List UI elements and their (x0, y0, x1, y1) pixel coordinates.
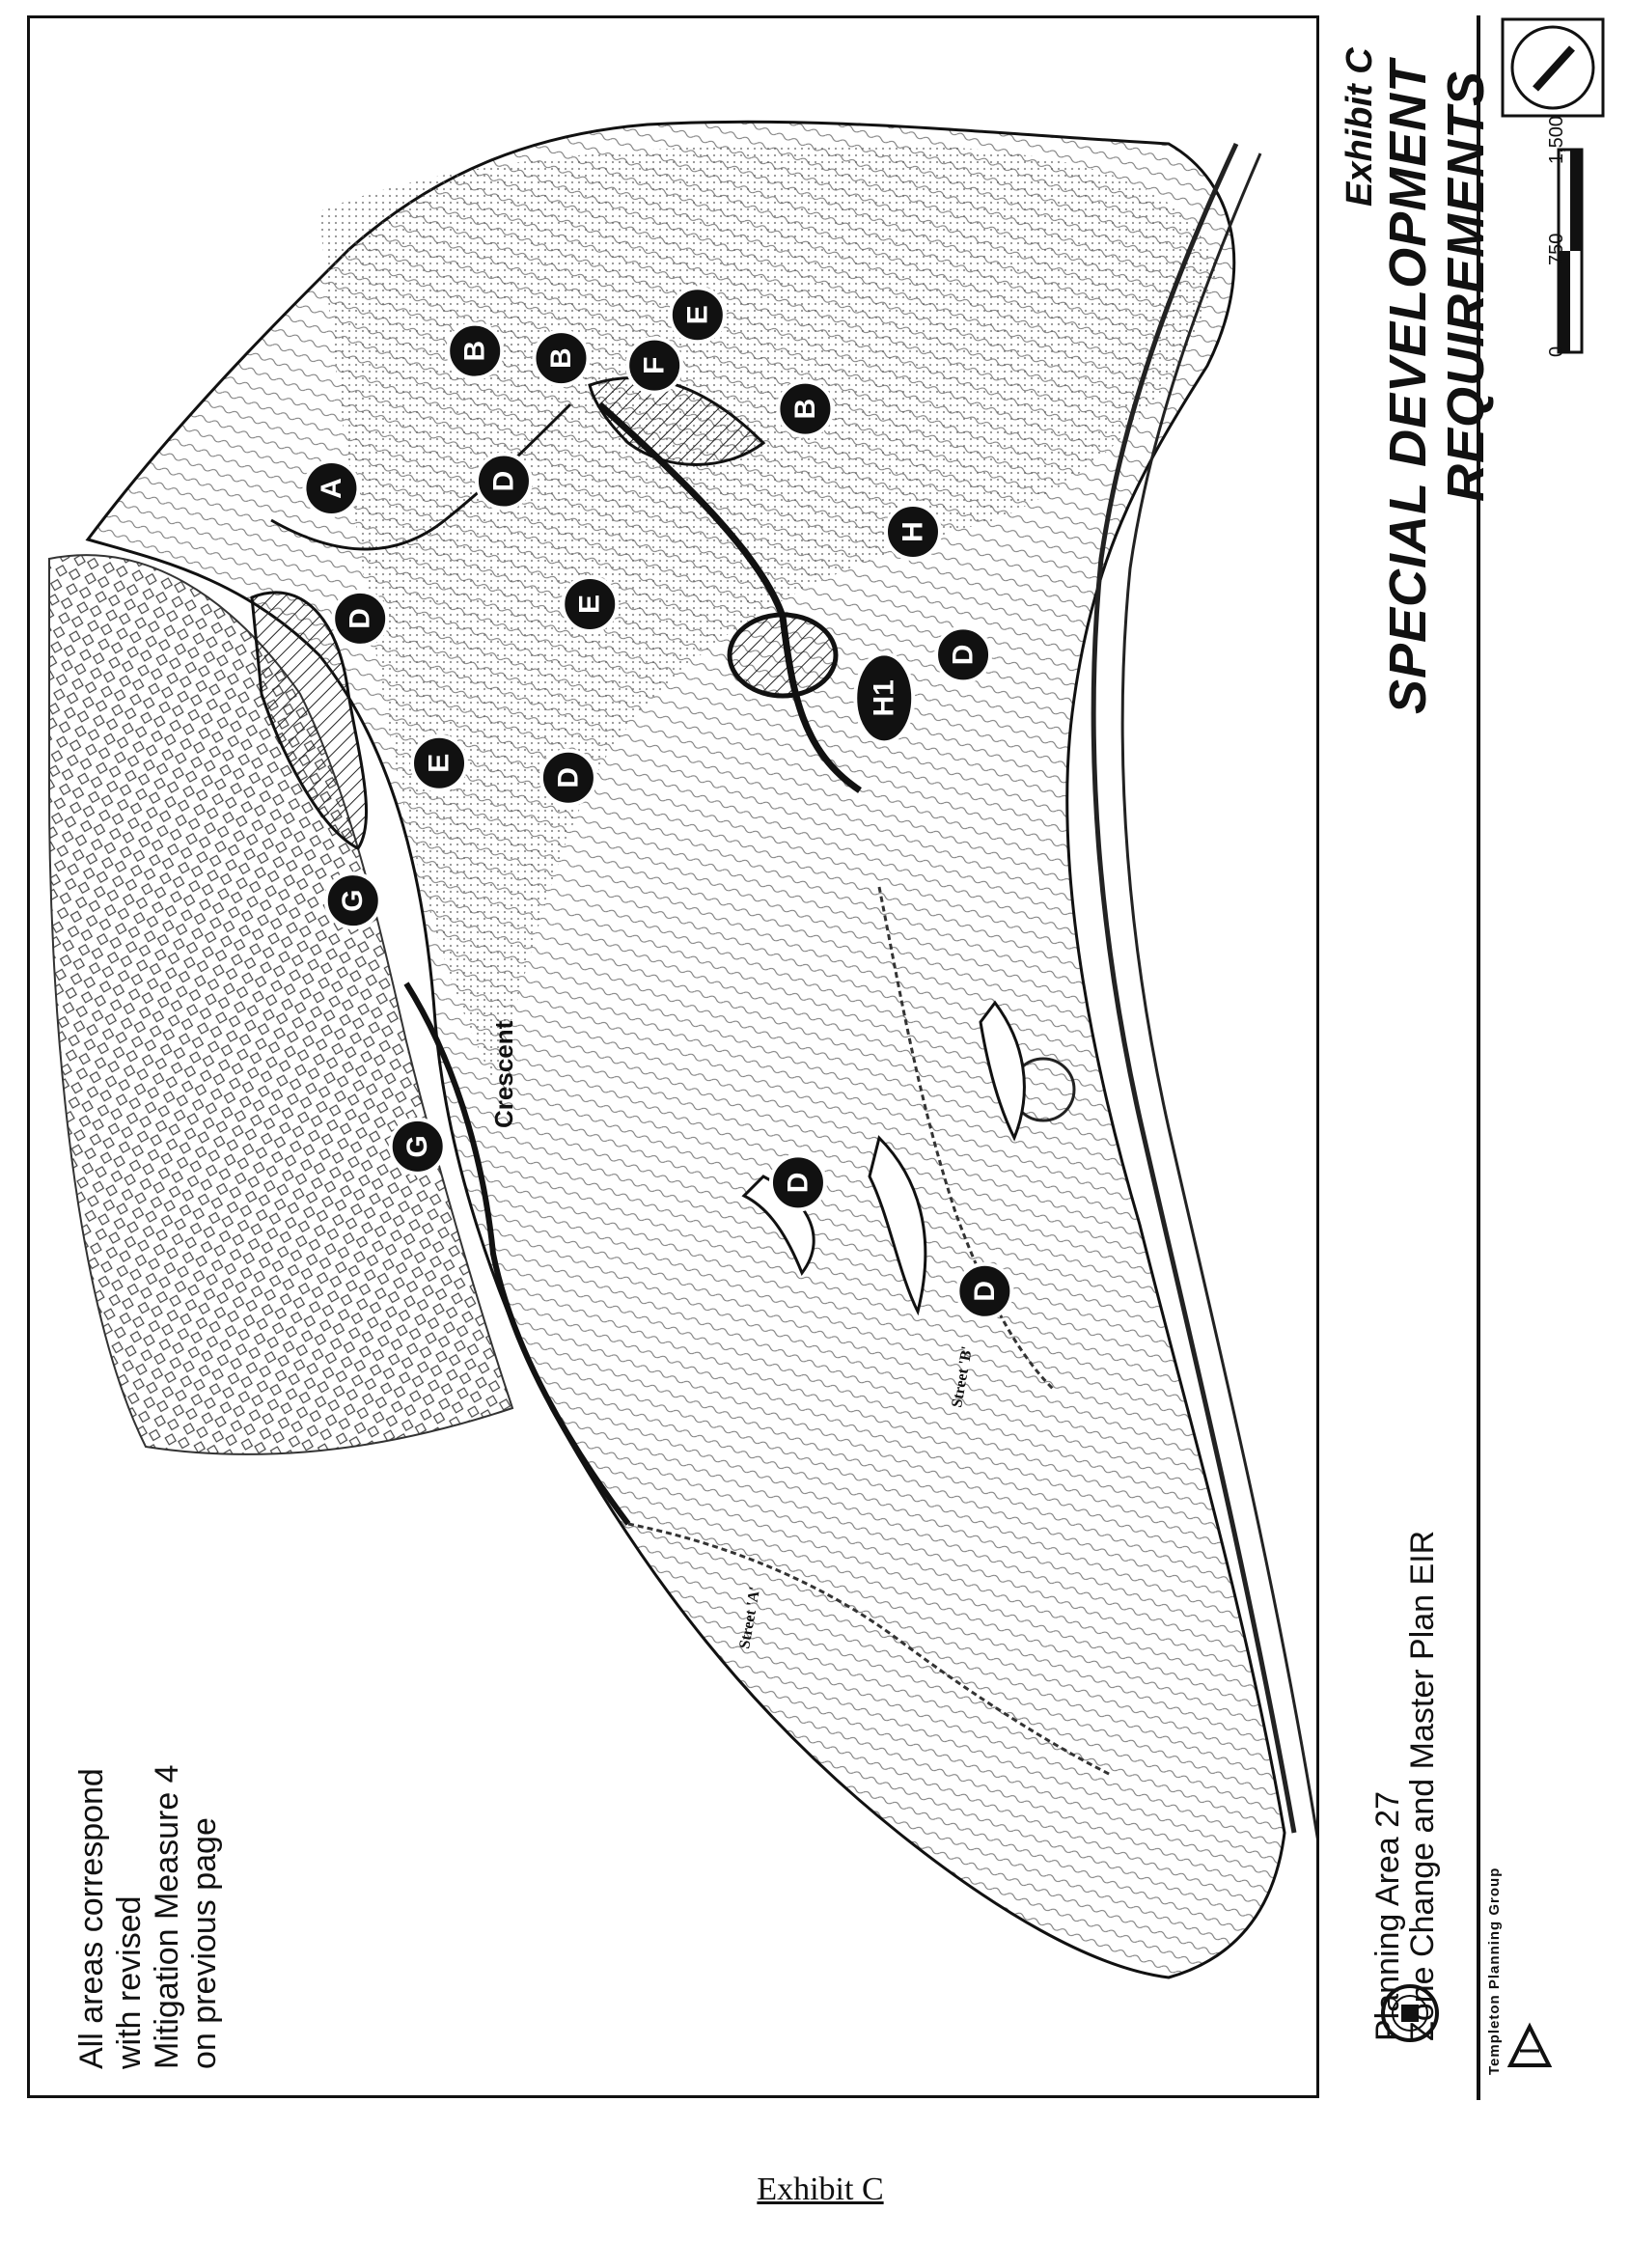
marker-d-6 (957, 1264, 1011, 1318)
marker-d-4-label: D (947, 644, 980, 666)
marker-e-3 (671, 288, 725, 342)
page-caption: Exhibit C (757, 2171, 884, 2207)
marker-e-1 (412, 736, 466, 790)
north-arrow-icon (1501, 17, 1605, 118)
exhibit-label: Exhibit C (1340, 47, 1380, 207)
scale-tick-750: 750 (1546, 233, 1567, 265)
street-label-crescent (489, 1020, 518, 1128)
marker-b-2 (534, 331, 588, 385)
marker-b-1 (448, 324, 502, 378)
marker-b-3-label: B (788, 398, 821, 420)
marker-e-2 (563, 577, 617, 631)
marker-b-1-label: B (458, 340, 491, 362)
marker-d-4 (936, 627, 990, 681)
note-line-2: with revised (111, 1895, 148, 2069)
marker-d-2 (477, 455, 531, 509)
firm-logo-icon (1506, 2022, 1554, 2070)
scale-tick-0: 0 (1546, 346, 1567, 357)
marker-a-label: A (315, 478, 347, 499)
scale-tick-1500: 1,500 (1546, 115, 1567, 164)
marker-g-2-label: G (401, 1135, 434, 1158)
firm-name: Templeton Planning Group (1486, 1867, 1503, 2075)
note-line-3: Mitigation Measure 4 (149, 1764, 185, 2069)
svg-text:Crescent: Crescent (489, 1020, 518, 1128)
project-line-1: Planning Area 27 (1369, 1791, 1406, 2041)
title-heading-line-1: SPECIAL DEVELOPMENT (1379, 59, 1437, 714)
marker-d-6-label: D (968, 1280, 1001, 1302)
marker-d-2-label: D (487, 470, 520, 492)
marker-d-1 (333, 592, 387, 646)
marker-h-label: H (897, 521, 929, 542)
svg-text:Street 'B': Street 'B' (949, 1344, 977, 1409)
title-heading-line-2: REQUIREMENTS (1437, 69, 1495, 502)
marker-d-3-label: D (552, 766, 585, 788)
marker-g-2 (391, 1120, 445, 1174)
marker-e-2-label: E (573, 594, 606, 614)
note-line-1: All areas correspond (73, 1768, 110, 2069)
marker-f (627, 339, 681, 393)
marker-d-1-label: D (344, 608, 376, 629)
marker-d-3 (541, 751, 595, 805)
marker-d-5 (771, 1155, 825, 1209)
project-line-2: Zone Change and Master Plan EIR (1404, 1530, 1441, 2041)
marker-h (886, 505, 940, 559)
marker-e-3-label: E (681, 305, 714, 325)
marker-h1 (855, 653, 913, 742)
marker-g-1-label: G (337, 889, 370, 912)
project-title (1370, 1531, 1440, 2041)
exhibit-map-frame (27, 15, 1319, 2098)
marker-h1-label: H1 (868, 679, 900, 717)
note-line-4: on previous page (186, 1817, 223, 2069)
marker-a (304, 461, 358, 515)
marker-g-1 (326, 873, 380, 927)
marker-e-1-label: E (423, 753, 456, 773)
marker-d-5-label: D (782, 1172, 815, 1194)
svg-text:Street 'A': Street 'A' (736, 1585, 764, 1650)
marker-b-2-label: B (544, 347, 577, 370)
map-note (73, 1751, 224, 2069)
marker-b-3 (778, 382, 832, 436)
marker-f-label: F (638, 356, 671, 374)
